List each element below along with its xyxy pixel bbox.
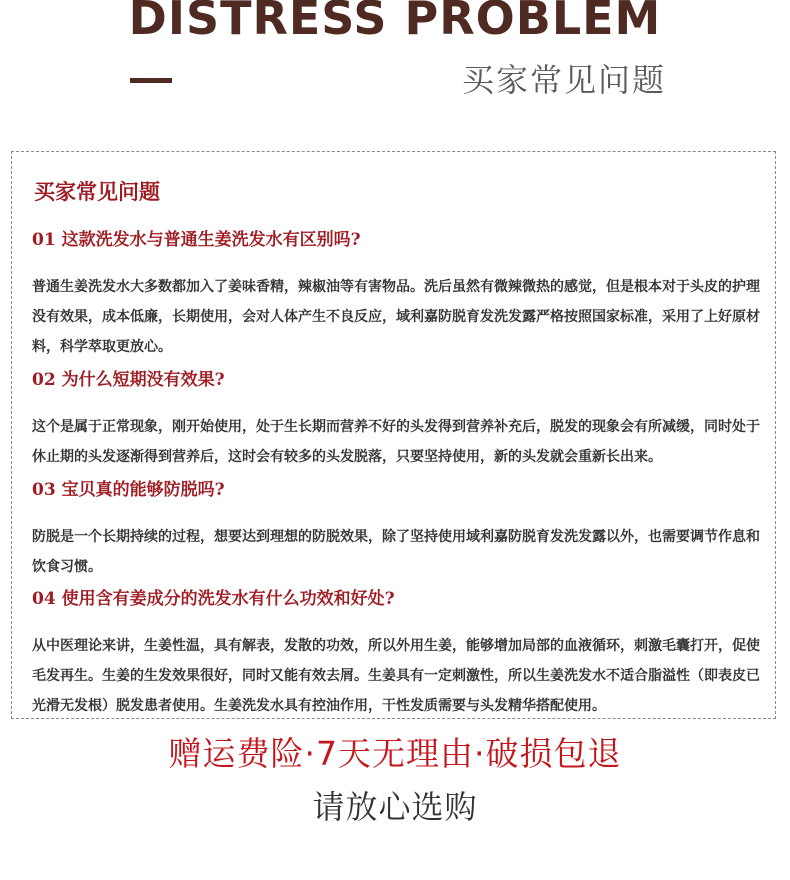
faq-box xyxy=(11,151,776,719)
faq-question-3: 03 宝贝真的能够防脱吗? xyxy=(32,480,225,500)
faq-question-1: 01 这款洗发水与普通生姜洗发水有区别吗? xyxy=(32,230,361,250)
faq-answer-2: 这个是属于正常现象，刚开始使用，处于生长期而营养不好的头发得到营养补充后，脱发的现象会有所减缓，同时处于休止期的头发逐渐得到营养后，这时会有较多的头发脱落，只要坚持使用，新的头发就会重新长出来。 xyxy=(32,419,760,465)
promo-banner: 赠运费险·7天无理由·破损包退 xyxy=(168,734,622,773)
header-title-en: DISTRESS PROBLEM xyxy=(128,0,662,45)
faq-question-2: 02 为什么短期没有效果? xyxy=(32,370,225,390)
buy-assurance: 请放心选购 xyxy=(312,788,478,826)
faq-question-4: 04 使用含有姜成分的洗发水有什么功效和好处? xyxy=(32,589,395,609)
faq-answer-4: 从中医理论来讲，生姜性温，具有解表，发散的功效，所以外用生姜，能够增加局部的血液循环，刺激毛囊打开，促使毛发再生。生姜的生发效果很好，同时又能有效去屑。生姜具有一定刺激性，所以生姜洗发水不适合脂溢性（即表皮已光滑无发根）脱发患者使用。生姜洗发水具有控油作用，干性发质需要与头发精华搭配使用。 xyxy=(32,638,760,714)
faq-title: 买家常见问题 xyxy=(34,179,160,204)
faq-answer-3: 防脱是一个长期持续的过程，想要达到理想的防脱效果，除了坚持使用域利嘉防脱育发洗发露以外，也需要调节作息和饮食习惯。 xyxy=(32,529,760,575)
header-dash xyxy=(130,78,172,83)
faq-answer-1: 普通生姜洗发水大多数都加入了姜味香精，辣椒油等有害物品。洗后虽然有微辣微热的感觉，但是根本对于头皮的护理没有效果，成本低廉，长期使用，会对人体产生不良反应，域利嘉防脱育发洗发露严格按照国家标准，采用了上好原材料，科学萃取更放心。 xyxy=(32,279,760,355)
header-title-cn: 买家常见问题 xyxy=(462,61,667,99)
